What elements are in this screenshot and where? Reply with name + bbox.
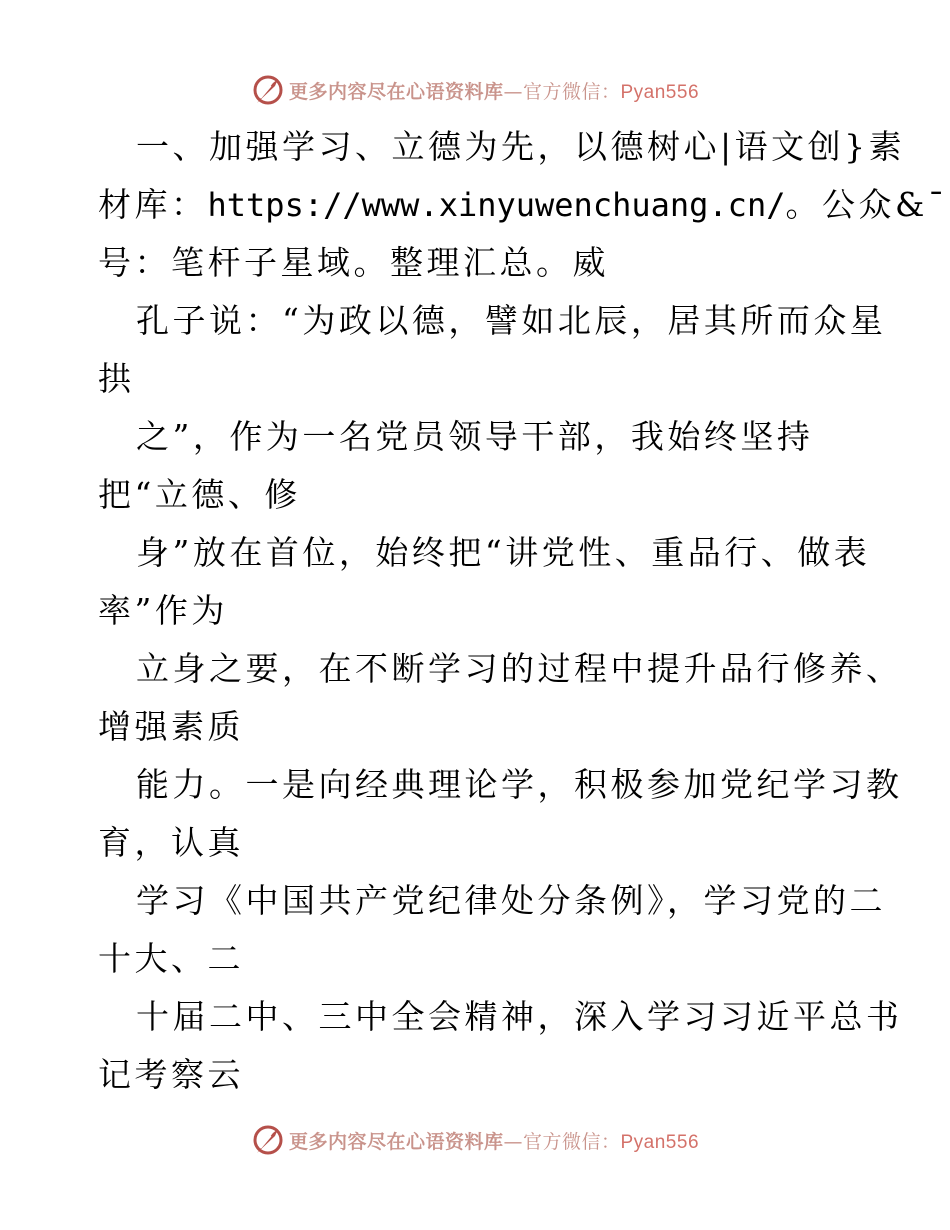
- body-line-2-tail: 。公众&¯: [785, 185, 948, 224]
- header-site-name: 更多内容尽在心语资料库: [288, 80, 504, 103]
- header-wechat-id: Pyan556: [620, 81, 700, 103]
- header-banner: [0, 70, 950, 110]
- body-line-5: 拱: [98, 359, 135, 398]
- body-line-15: 十大、二: [98, 939, 244, 978]
- body-line-2-url: https://www.xinyuwenchuang.cn/: [207, 186, 786, 224]
- footer-banner-text: [289, 1127, 699, 1154]
- quill-circle-logo-icon: [251, 73, 285, 107]
- body-line-3: 号：笔杆子星域。整理汇总。威: [98, 243, 609, 282]
- body-line-1: 一、加强学习、立德为先，以德树心|语文创}素: [136, 127, 906, 166]
- footer-wechat-id: Pyan556: [620, 1131, 700, 1153]
- body-line-16: 十届二中、三中全会精神，深入学习习近平总书: [136, 997, 903, 1036]
- body-line-2-label: 材库：: [98, 185, 208, 224]
- footer-banner: [0, 1120, 950, 1160]
- body-line-17: 记考察云: [98, 1055, 244, 1094]
- body-line-11: 增强素质: [98, 707, 244, 746]
- body-line-9: 率”作为: [98, 591, 228, 630]
- footer-separator: —: [503, 1130, 523, 1153]
- footer-wechat-label: 官方微信：: [522, 1130, 621, 1153]
- body-line-13: 育，认真: [98, 823, 244, 862]
- body-line-12: 能力。一是向经典理论学，积极参加党纪学习教: [136, 765, 903, 804]
- header-banner-text: [289, 77, 699, 104]
- quill-circle-logo-icon: [251, 1123, 285, 1157]
- footer-site-name: 更多内容尽在心语资料库: [288, 1130, 504, 1153]
- header-wechat-label: 官方微信：: [522, 80, 621, 103]
- body-line-4: 孔子说：“为政以德，譬如北辰，居其所而众星: [136, 301, 887, 340]
- body-line-2: [98, 176, 948, 234]
- header-separator: —: [503, 80, 523, 103]
- body-line-6: 之”，作为一名党员领导干部，我始终坚持: [136, 417, 814, 456]
- body-line-8: 身”放在首位，始终把“讲党性、重品行、做表: [136, 533, 871, 572]
- body-line-14: 学习《中国共产党纪律处分条例》，学习党的二: [136, 881, 886, 920]
- body-line-10: 立身之要，在不断学习的过程中提升品行修养、: [136, 649, 903, 688]
- body-line-7: 把“立德、修: [98, 475, 301, 514]
